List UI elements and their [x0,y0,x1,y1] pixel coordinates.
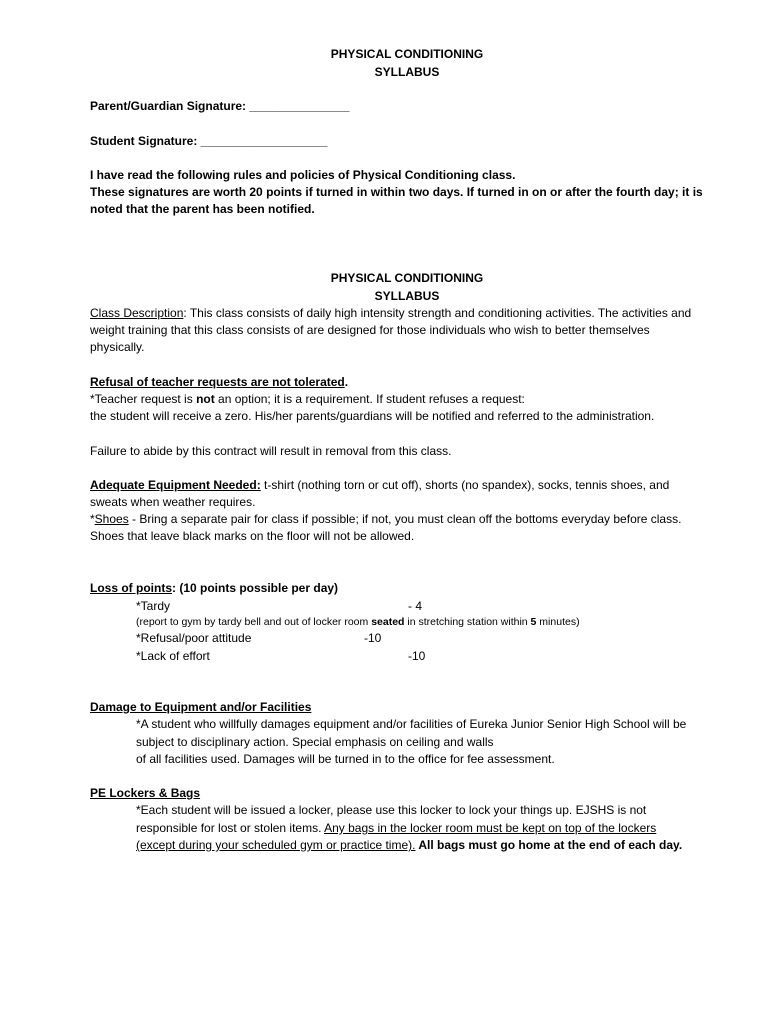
tardy-note-seated: seated [371,616,405,628]
lack-of-effort-value: -10 [408,649,426,663]
tardy-label: *Tardy [136,599,171,613]
lockers-text-bold: All bags must go home at the end of each day. [415,838,683,852]
tardy-note-a: (report to gym by tardy bell and out of locker room [136,616,372,628]
points-heading: Loss of points [90,581,172,595]
tardy-note-b: in stretching station within [404,616,531,628]
refusal-text-bold: not [196,392,215,406]
class-description-line-1 [90,305,691,322]
damage-line-2: subject to disciplinary action. Special emphasis on ceiling and walls [136,735,494,749]
points-heading-line [90,580,338,597]
refusal-attitude-value: -10 [364,631,382,645]
lockers-heading: PE Lockers & Bags [90,786,201,800]
class-description-heading: Class Description [90,306,184,320]
page-title: PHYSICAL CONDITIONING [330,47,484,61]
syllabus-subtitle: SYLLABUS [374,289,440,303]
shoes-label: Shoes [94,512,129,526]
shoes-text: - Bring a separate pair for class if possible; if not, you must clean off the bottoms everyday before class. [128,512,682,526]
tardy-note-five: 5 [530,616,537,628]
equipment-line-4: Shoes that leave black marks on the floor will not be allowed. [90,529,415,543]
lockers-text-a: responsible for lost or stolen items. [136,821,325,835]
refusal-heading-line [90,374,348,391]
lockers-line-1: *Each student will be issued a locker, please use this locker to lock your things up. EJSHS is not [136,803,647,817]
failure-line: Failure to abide by this contract will result in removal from this class. [90,444,452,458]
damage-heading: Damage to Equipment and/or Facilities [90,700,312,714]
statement-line-3: noted that the parent has been notified. [90,202,315,216]
shoes-star: * [90,512,95,526]
lack-of-effort-label: *Lack of effort [136,649,210,663]
tardy-value: - 4 [408,599,423,613]
points-heading-rest: : (10 points possible per day) [172,581,339,595]
refusal-attitude-label: *Refusal/poor attitude [136,631,252,645]
shoes-line [90,511,681,528]
class-description-text: : This class consists of daily high intensity strength and conditioning activities. The activities and [183,306,692,320]
refusal-text-b: an option; it is a requirement. If student refuses a request: [214,392,525,406]
parent-signature-line: Parent/Guardian Signature: _______________ [90,99,350,113]
refusal-line-2: the student will receive a zero. His/her parents/guardians will be notified and referred to the administration. [90,409,655,423]
lockers-text-underlined: Any bags in the locker room must be kept on top of the lockers [324,821,657,835]
statement-line-2: These signatures are worth 20 points if turned in within two days. If turned in on or after the fourth day; it is [90,185,703,199]
statement-line-1: I have read the following rules and policies of Physical Conditioning class. [90,168,516,182]
tardy-note [136,614,580,631]
class-description-line-2: weight training that this class consists of are designed for those individuals who wish to better themselves [90,323,650,337]
tardy-note-c: minutes) [536,616,580,628]
refusal-text-a: *Teacher request is [90,392,197,406]
class-description-line-3: physically. [90,340,145,354]
refusal-line-1 [90,391,525,408]
refusal-heading: Refusal of teacher requests are not tolerated [90,375,345,389]
syllabus-title: PHYSICAL CONDITIONING [330,271,484,285]
lockers-text-underlined-2: (except during your scheduled gym or practice time). [136,838,416,852]
equipment-text: t-shirt (nothing torn or cut off), shorts (no spandex), socks, tennis shoes, and [260,478,670,492]
student-signature-line: Student Signature: ___________________ [90,134,328,148]
damage-line-1: *A student who willfully damages equipment and/or facilities of Eureka Junior Senior High School will be [136,717,687,731]
page-subtitle: SYLLABUS [374,65,440,79]
lockers-line-3 [136,837,682,854]
lockers-line-2 [136,820,656,837]
equipment-heading: Adequate Equipment Needed: [90,478,261,492]
equipment-line-2: sweats when weather requires. [90,495,256,509]
equipment-line-1 [90,477,669,494]
damage-line-3: of all facilities used. Damages will be turned in to the office for fee assessment. [136,752,555,766]
refusal-heading-period: . [344,375,349,389]
